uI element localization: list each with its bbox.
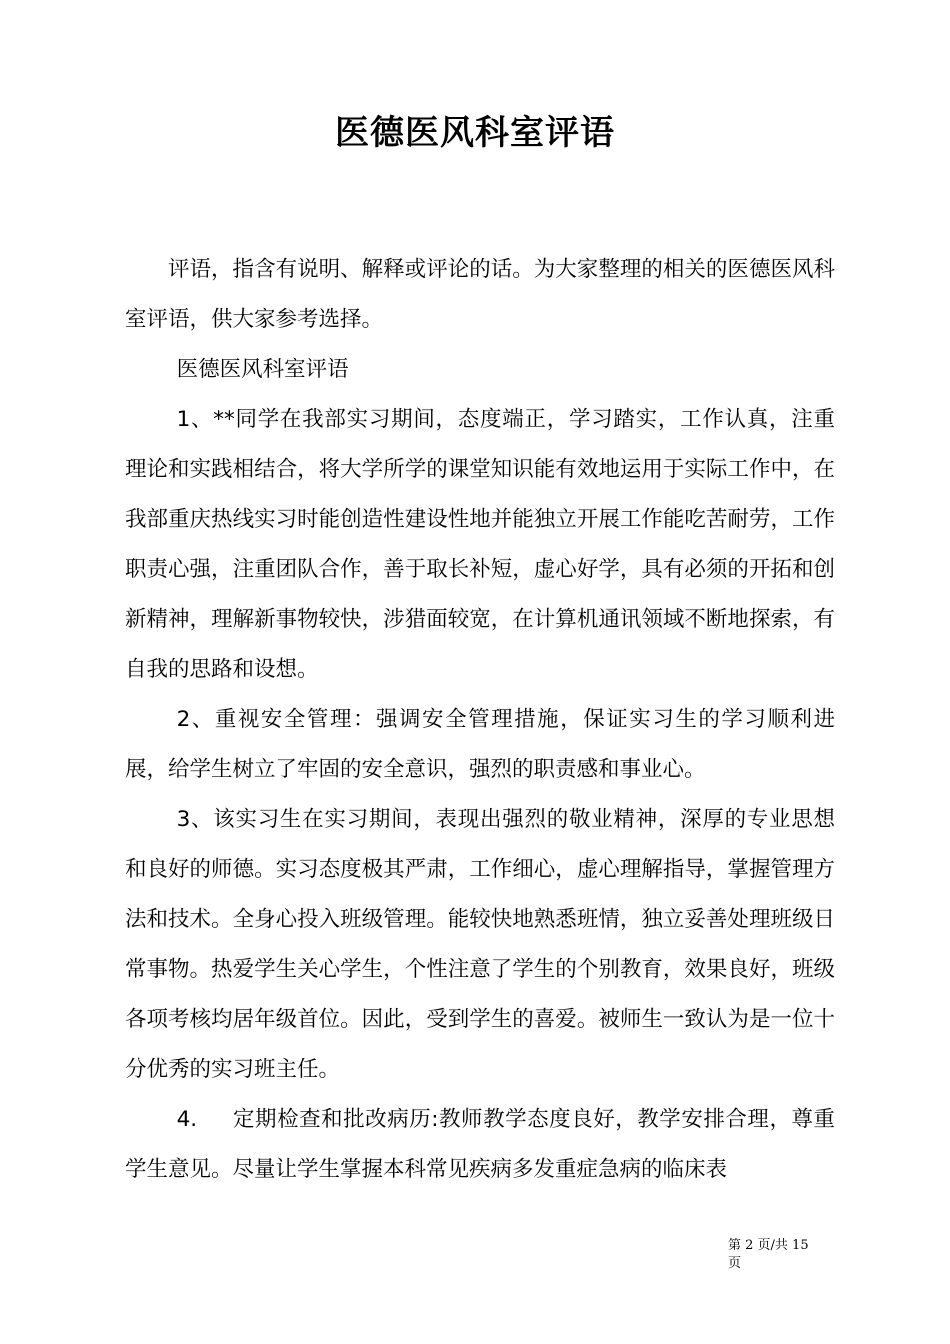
list-item-text: 定期检查和批改病历:教师教学态度良好，教学安排合理，尊重学生意见。尽量让学生掌握本科常见疾病多发重症急病的临床表 [125, 1107, 835, 1182]
section-heading: 医德医风科室评语 [176, 357, 349, 382]
list-item-4 [125, 1095, 835, 1195]
list-item: 3、该实习生在实习期间，表现出强烈的敬业精神，深厚的专业思想和良好的师德。实习态度极其严肃，工作细心，虚心理解指导，掌握管理方法和技术。全身心投入班级管理。能较快地熟悉班情，独立妥善处理班级日常事物。热爱学生关心学生，个性注意了学生的个别教育，效果良好，班级各项考核均居年级首位。因此，受到学生的喜爱。被师生一致认为是一位十分优秀的实习班主任。 [125, 807, 835, 1082]
document-title: 医德医风科室评语 [335, 113, 615, 153]
document-body [125, 245, 835, 1195]
page-number-footer: 第 2 页/共 15 页 [728, 1238, 809, 1271]
list-item: 1、**同学在我部实习期间，态度端正，学习踏实，工作认真，注重理论和实践相结合，将大学所学的课堂知识能有效地运用于实际工作中，在我部重庆热线实习时能创造性建设性地并能独立开展工作能吃苦耐劳，工作职责心强，注重团队合作，善于取长补短，虚心好学，具有必须的开拓和创新精神，理解新事物较快，涉猎面较宽，在计算机通讯领域不断地探索，有自我的思路和设想。 [125, 407, 835, 682]
list-item-number: 4. [176, 1107, 198, 1132]
intro-paragraph: 评语，指含有说明、解释或评论的话。为大家整理的相关的医德医风科室评语，供大家参考选择。 [125, 257, 835, 332]
list-item: 2、重视安全管理：强调安全管理措施，保证实习生的学习顺利进展，给学生树立了牢固的安全意识，强烈的职责感和事业心。 [125, 707, 835, 782]
